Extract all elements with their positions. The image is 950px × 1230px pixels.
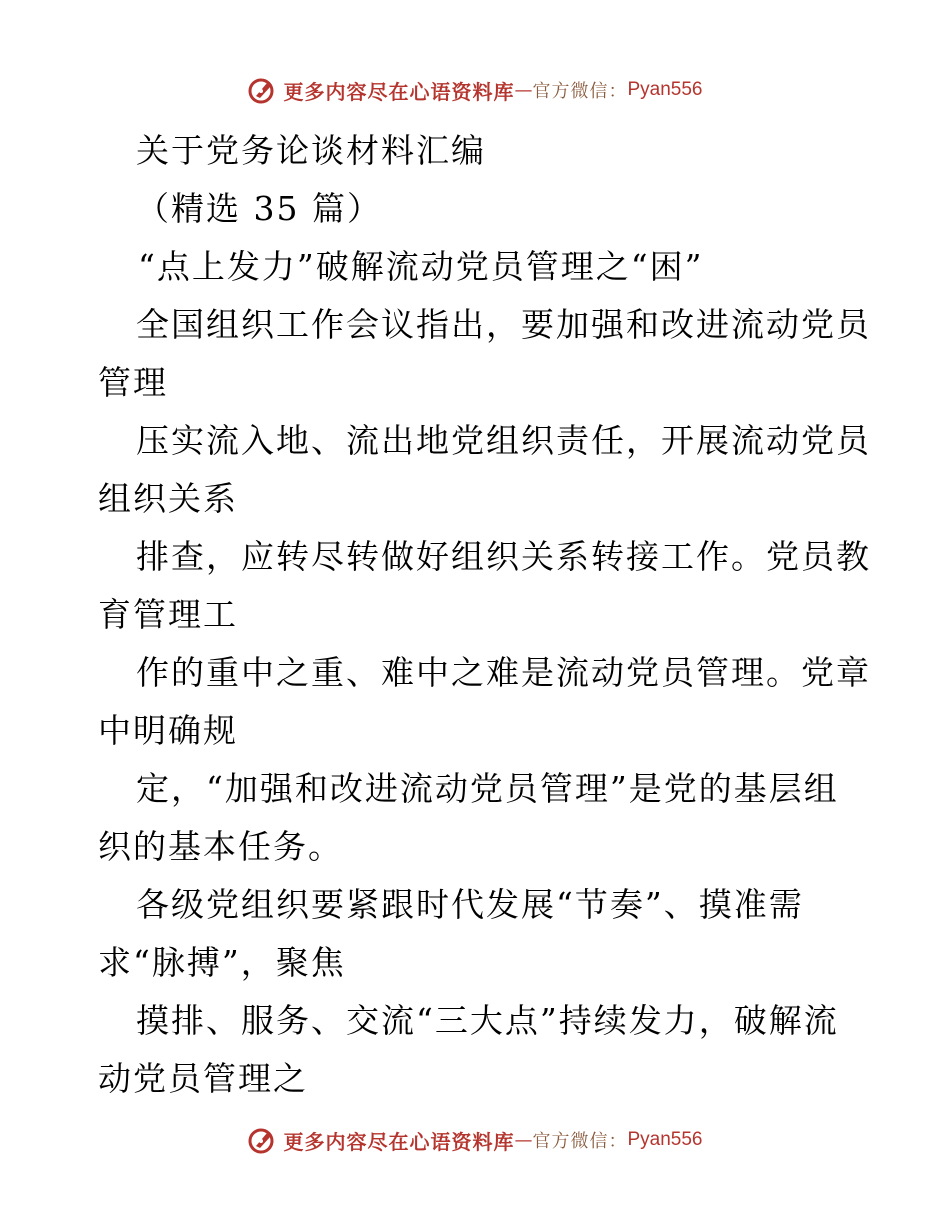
- article-heading: “点上发力”破解流动党员管理之“困”: [138, 247, 704, 286]
- banner-dash: —: [514, 1129, 533, 1151]
- document-subtitle: （精选 35 篇）: [136, 189, 382, 228]
- paragraph-line: 排查，应转尽转做好组织关系转接工作。党员教: [136, 537, 871, 576]
- banner-site-name: 更多内容尽在心语资料库: [283, 1129, 515, 1154]
- paragraph-line: 织的基本任务。: [98, 827, 343, 866]
- banner-official-label: 官方微信：: [532, 81, 628, 102]
- document-body: [98, 122, 871, 1108]
- banner-dash: —: [514, 79, 533, 101]
- header-banner: [0, 70, 950, 110]
- paragraph-line: 中明确规: [98, 711, 238, 750]
- paragraph-line: 动党员管理之: [98, 1059, 308, 1098]
- paragraph-line: 定，“加强和改进流动党员管理”是党的基层组: [136, 769, 839, 808]
- paragraph-line: 作的重中之重、难中之难是流动党员管理。党章: [136, 653, 871, 692]
- banner-wechat-id: Pyan556: [627, 1129, 703, 1150]
- paragraph-line: 求“脉搏”，聚焦: [98, 943, 346, 982]
- pen-nib-circle-icon: [247, 1125, 277, 1155]
- paragraph-line: 管理: [98, 363, 168, 402]
- footer-banner: [0, 1120, 950, 1160]
- paragraph-line: 压实流入地、流出地党组织责任，开展流动党员: [136, 421, 871, 460]
- paragraph-line: 摸排、服务、交流“三大点”持续发力，破解流: [136, 1001, 839, 1040]
- document-title: 关于党务论谈材料汇编: [136, 131, 486, 170]
- banner-official-label: 官方微信：: [532, 1131, 628, 1152]
- paragraph-line: 各级党组织要紧跟时代发展“节奏”、摸准需: [136, 885, 804, 924]
- paragraph-line: 育管理工: [98, 595, 238, 634]
- banner-wechat-id: Pyan556: [627, 79, 703, 100]
- paragraph-line: 组织关系: [98, 479, 238, 518]
- paragraph-line: 全国组织工作会议指出，要加强和改进流动党员: [136, 305, 871, 344]
- pen-nib-circle-icon: [247, 75, 277, 105]
- banner-site-name: 更多内容尽在心语资料库: [283, 79, 515, 104]
